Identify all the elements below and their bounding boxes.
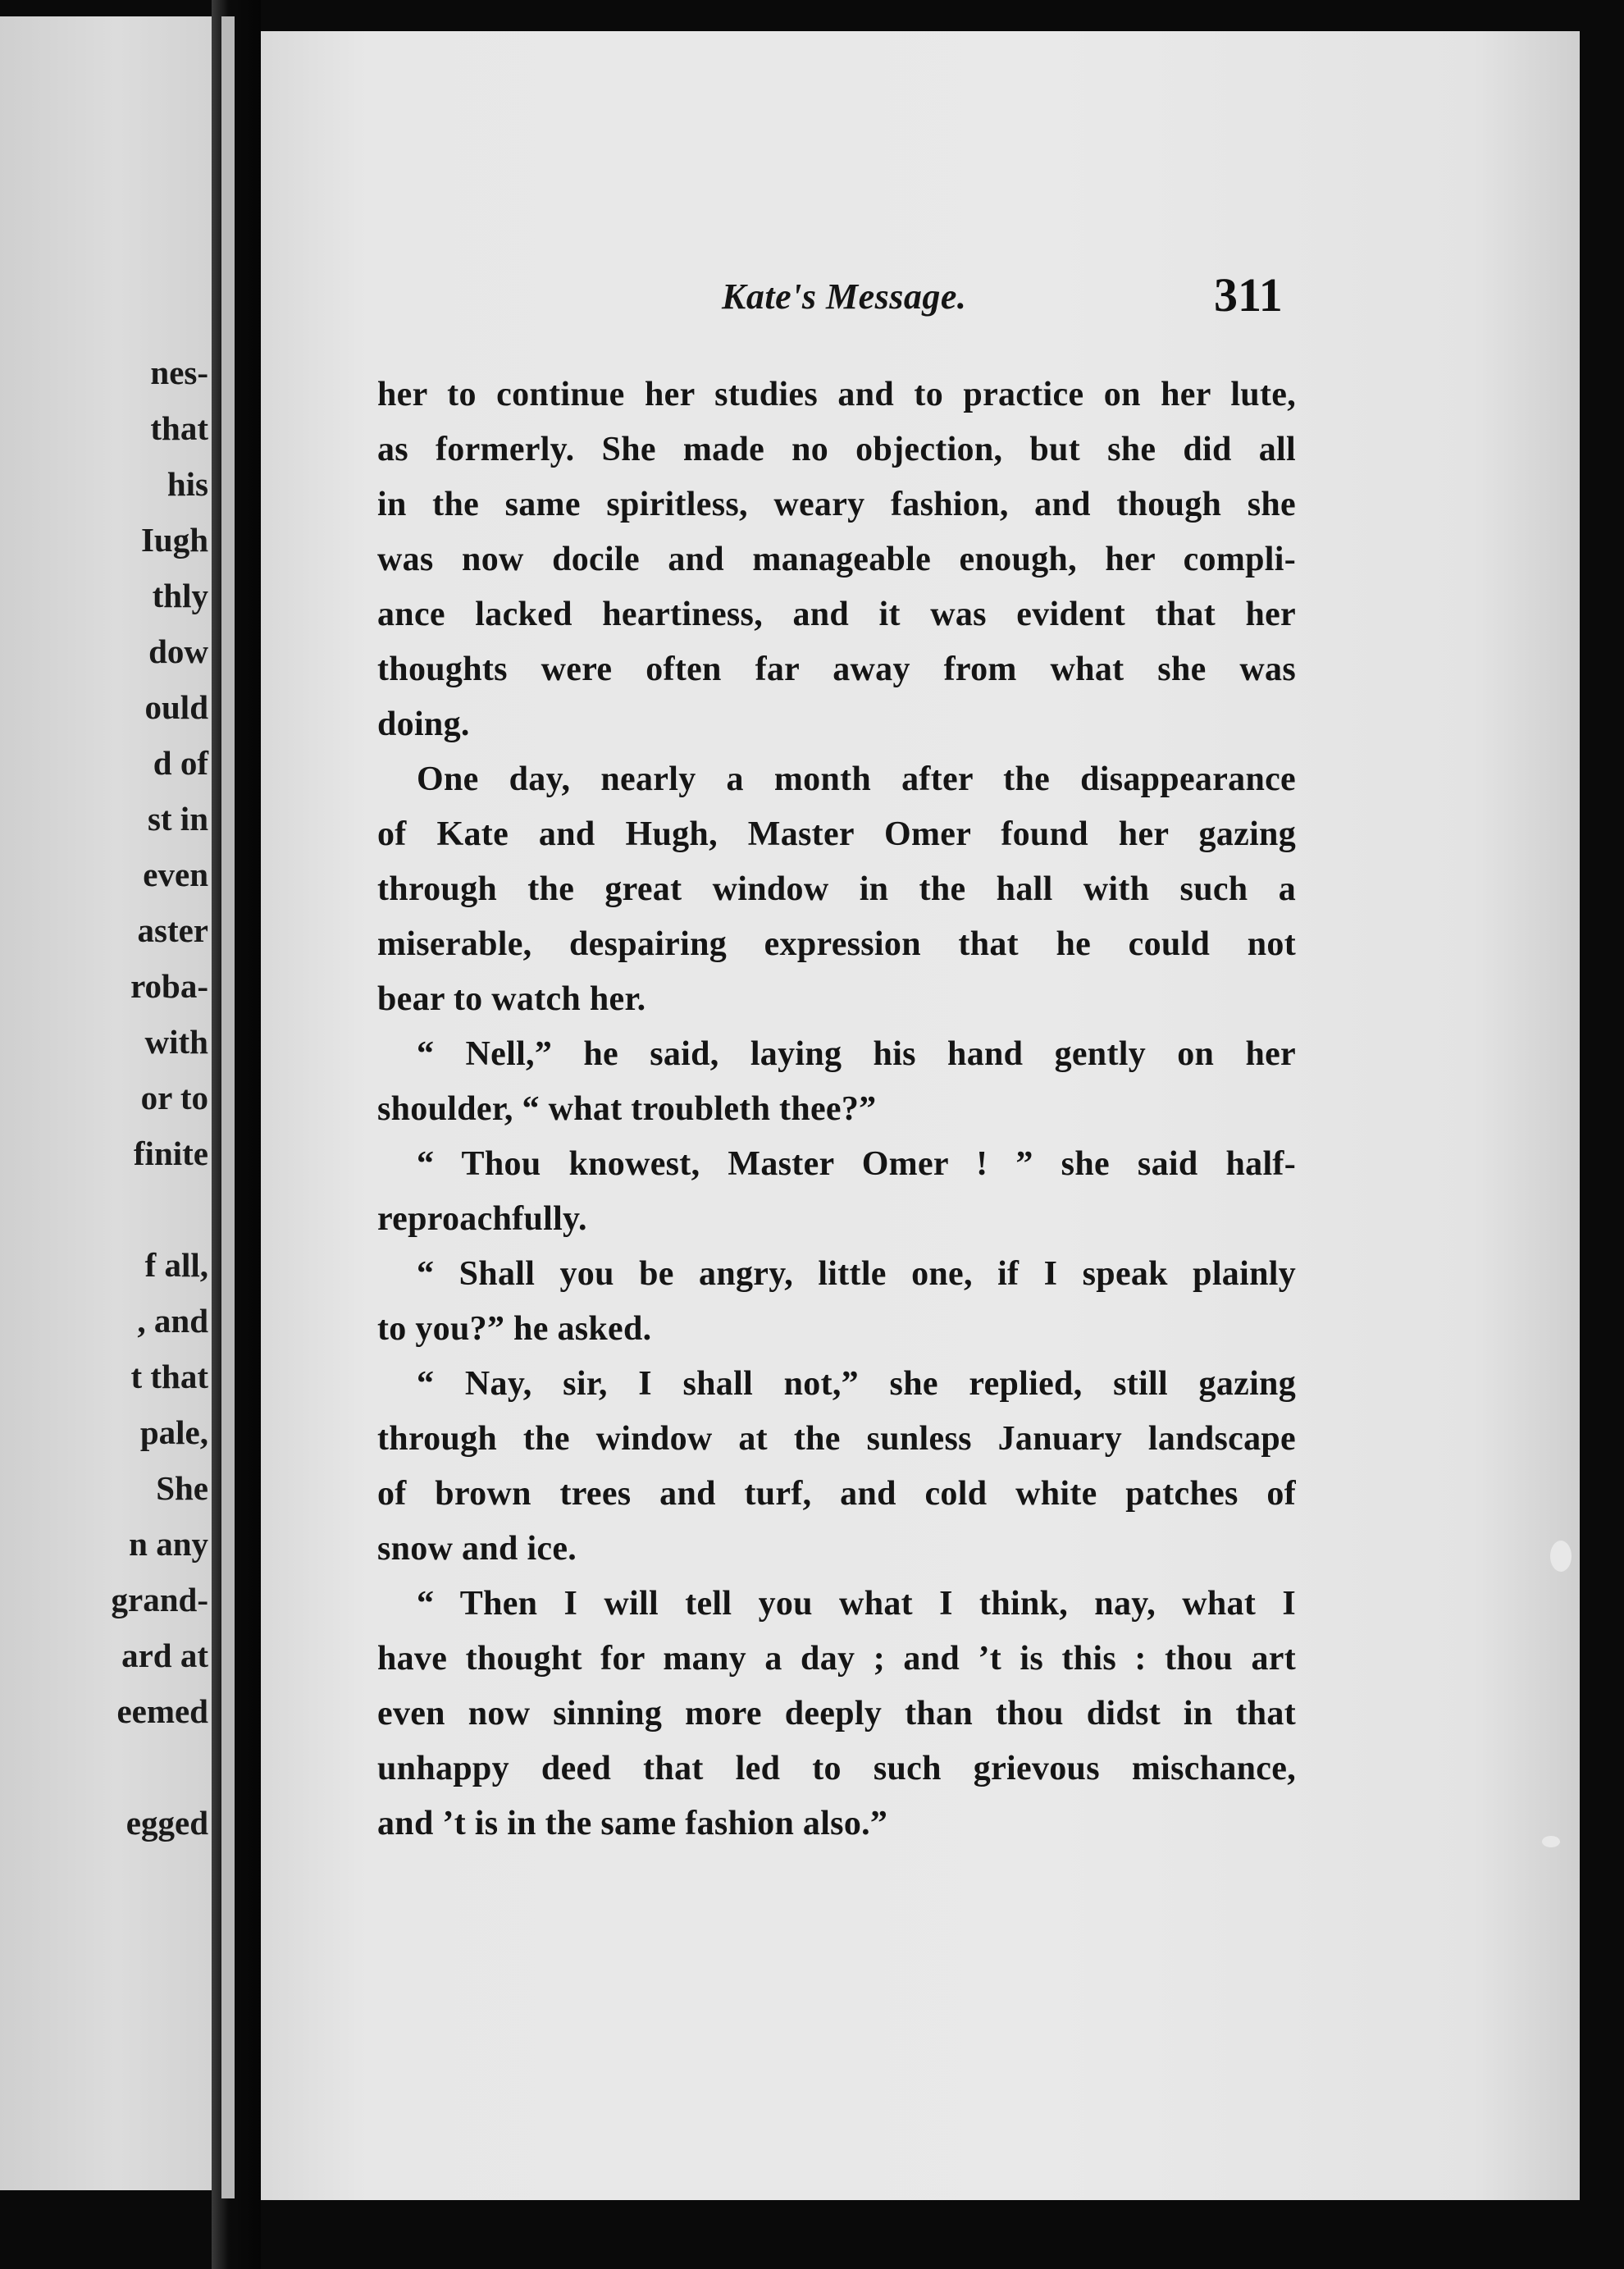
page-number: 311	[1214, 268, 1283, 322]
text-line: reproachfully.	[377, 1200, 587, 1238]
left-page-line: d of	[153, 744, 208, 782]
text-line: her to continue her studies and to practice on her lute,	[377, 376, 1296, 413]
text-line: unhappy deed that led to such grievous mischance,	[377, 1750, 1296, 1787]
paper-speck	[1542, 1836, 1560, 1847]
left-page-line: nes-	[150, 354, 208, 391]
text-line: was now docile and manageable enough, her compli-	[377, 541, 1296, 578]
left-page-line: f all,	[144, 1246, 208, 1284]
text-line: of brown trees and turf, and cold white patches of	[377, 1475, 1296, 1513]
text-line: through the window at the sunless January landscape	[377, 1420, 1296, 1458]
left-page-line: grand-	[111, 1581, 208, 1618]
left-page-line: n any	[129, 1525, 208, 1563]
left-page-line: eemed	[116, 1692, 208, 1730]
book-gutter	[212, 0, 261, 2269]
text-line: “ Then I will tell you what I think, nay, what I	[417, 1585, 1296, 1623]
running-title: Kate's Message.	[722, 276, 967, 317]
left-page-line: egged	[125, 1804, 208, 1842]
left-page-line: , and	[137, 1302, 208, 1340]
text-line: and ’t is in the same fashion also.”	[377, 1805, 888, 1842]
text-line: to you?” he asked.	[377, 1310, 652, 1348]
left-page-line: She	[156, 1469, 208, 1507]
left-page-line: his	[167, 465, 208, 503]
text-line: “ Shall you be angry, little one, if I speak plainly	[417, 1255, 1296, 1293]
page-body-text	[377, 368, 1296, 1851]
text-line: as formerly. She made no objection, but she did all	[377, 431, 1296, 468]
text-line: shoulder, “ what troubleth thee?”	[377, 1090, 877, 1128]
left-page-line: finite	[133, 1134, 208, 1172]
page-header	[261, 267, 1580, 333]
left-page-line: st in	[147, 800, 208, 838]
text-line: even now sinning more deeply than thou didst in that	[377, 1695, 1296, 1733]
gutter-page-edge	[221, 16, 235, 2198]
book-page	[261, 31, 1580, 2200]
left-page-line: that	[150, 409, 208, 447]
text-line: One day, nearly a month after the disappearance	[417, 760, 1296, 798]
text-line: “ Nell,” he said, laying his hand gently on her	[417, 1035, 1296, 1073]
left-page-line: roba-	[130, 967, 208, 1005]
left-page-line: or to	[140, 1079, 208, 1116]
text-line: snow and ice.	[377, 1530, 577, 1568]
text-line: of Kate and Hugh, Master Omer found her gazing	[377, 815, 1296, 853]
text-line: in the same spiritless, weary fashion, and though she	[377, 486, 1296, 523]
left-page-line: ard at	[121, 1637, 208, 1674]
text-line: ance lacked heartiness, and it was evident that her	[377, 596, 1296, 633]
left-page-line: thly	[152, 577, 208, 614]
text-line: have thought for many a day ; and ’t is this : thou art	[377, 1640, 1296, 1678]
left-page-line: aster	[137, 911, 208, 949]
paper-speck	[1550, 1541, 1572, 1572]
text-line: thoughts were often far away from what she was	[377, 651, 1296, 688]
left-page-line: pale,	[139, 1413, 208, 1451]
previous-page-fragment	[0, 16, 212, 2190]
left-page-line: even	[143, 856, 208, 893]
left-page-line: with	[144, 1023, 208, 1061]
left-page-line: Iugh	[140, 521, 208, 559]
text-line: bear to watch her.	[377, 980, 646, 1018]
text-line: through the great window in the hall with such a	[377, 870, 1296, 908]
text-line: “ Thou knowest, Master Omer ! ” she said half-	[417, 1145, 1296, 1183]
text-line: doing.	[377, 705, 470, 743]
text-line: “ Nay, sir, I shall not,” she replied, still gazing	[417, 1365, 1296, 1403]
left-page-line: dow	[148, 632, 208, 670]
left-page-line: ould	[144, 688, 208, 726]
text-line: miserable, despairing expression that he could not	[377, 925, 1296, 963]
left-page-line: t that	[130, 1358, 208, 1395]
